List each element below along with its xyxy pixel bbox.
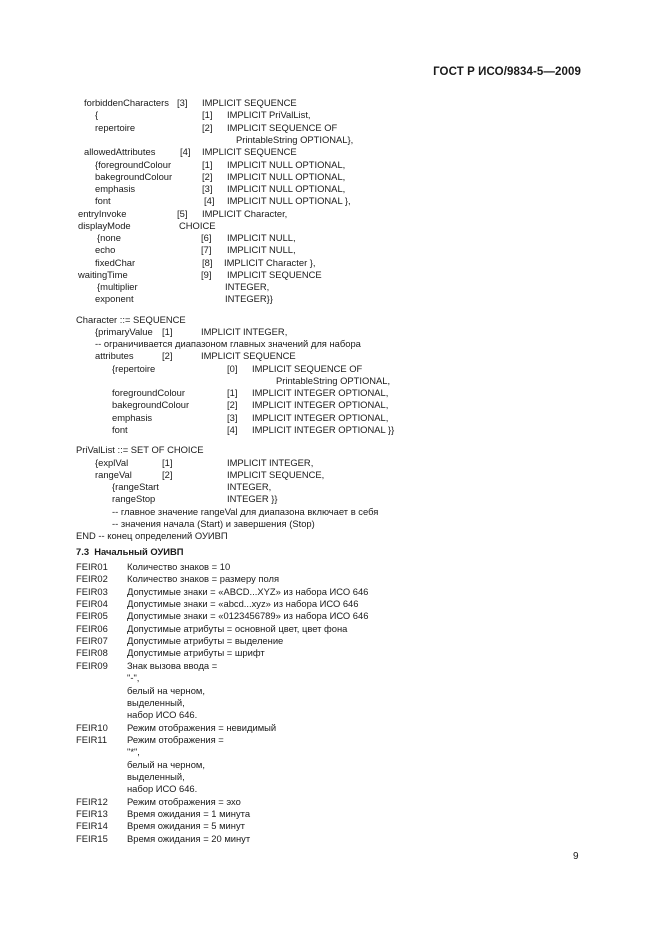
feir-code: FEIR14 bbox=[76, 820, 108, 831]
field-name: emphasis bbox=[112, 412, 153, 423]
field-name: font bbox=[95, 195, 111, 206]
feir-text: "-", bbox=[127, 672, 140, 683]
field-name: forbiddenCharacters bbox=[84, 97, 169, 108]
feir-text: Допустимые атрибуты = основной цвет, цвет фона bbox=[127, 623, 348, 634]
field-tag: [0] bbox=[227, 363, 238, 374]
field-tag: [1] bbox=[202, 109, 213, 120]
feir-text: Допустимые знаки = «abcd...xyz» из набора ИСО 646 bbox=[127, 598, 359, 609]
feir-text: Допустимые знаки = «0123456789» из набора ИСО 646 bbox=[127, 610, 369, 621]
section-title: 7.3 Начальный ОУИВП bbox=[76, 546, 184, 557]
feir-text: Время ожидания = 5 минут bbox=[127, 820, 245, 831]
field-tag: [7] bbox=[201, 244, 212, 255]
feir-text: Допустимые знаки = «ABCD...XYZ» из набора ИСО 646 bbox=[127, 586, 369, 597]
field-spec: IMPLICIT INTEGER, bbox=[227, 457, 314, 468]
field-spec: IMPLICIT Character, bbox=[202, 208, 288, 219]
feir-text: Время ожидания = 1 минута bbox=[127, 808, 251, 819]
field-spec: IMPLICIT INTEGER, bbox=[201, 326, 288, 337]
feir-code: FEIR04 bbox=[76, 598, 108, 609]
field-spec: CHOICE bbox=[179, 220, 216, 231]
feir-text: выделенный, bbox=[127, 697, 185, 708]
field-tag: [9] bbox=[201, 269, 212, 280]
feir-code: FEIR08 bbox=[76, 647, 108, 658]
feir-text: "*", bbox=[127, 746, 140, 757]
field-spec: IMPLICIT NULL OPTIONAL }, bbox=[227, 195, 351, 206]
field-spec: IMPLICIT NULL OPTIONAL, bbox=[227, 171, 346, 182]
feir-code: FEIR11 bbox=[76, 734, 108, 745]
feir-text: Допустимые атрибуты = шрифт bbox=[127, 647, 265, 658]
field-tag: [3] bbox=[227, 412, 238, 423]
field-spec: INTEGER, bbox=[227, 481, 272, 492]
field-name: allowedAttributes bbox=[84, 146, 156, 157]
feir-code: FEIR09 bbox=[76, 660, 108, 671]
field-name: attributes bbox=[95, 350, 134, 361]
feir-code: FEIR12 bbox=[76, 796, 108, 807]
field-spec: INTEGER, bbox=[225, 281, 270, 292]
feir-text: набор ИСО 646. bbox=[127, 709, 198, 720]
field-name: emphasis bbox=[95, 183, 136, 194]
feir-text: Знак вызова ввода = bbox=[127, 660, 218, 671]
field-tag: [5] bbox=[177, 208, 188, 219]
feir-code: FEIR06 bbox=[76, 623, 108, 634]
field-tag: [1] bbox=[162, 457, 173, 468]
field-name: fixedChar bbox=[95, 257, 136, 268]
field-spec: IMPLICIT NULL OPTIONAL, bbox=[227, 183, 346, 194]
field-spec: IMPLICIT SEQUENCE bbox=[202, 97, 297, 108]
field-name: {multiplier bbox=[97, 281, 138, 292]
field-spec: IMPLICIT SEQUENCE bbox=[227, 269, 322, 280]
field-name: {explVal bbox=[95, 457, 129, 468]
field-name: {repertoire bbox=[112, 363, 156, 374]
field-name: rangeVal bbox=[95, 469, 132, 480]
field-tag: [2] bbox=[202, 171, 213, 182]
field-name: {rangeStart bbox=[112, 481, 159, 492]
field-spec: IMPLICIT INTEGER OPTIONAL, bbox=[252, 387, 389, 398]
field-name: {none bbox=[97, 232, 121, 243]
comment: -- ограничивается диапазоном главных значений для набора bbox=[95, 338, 361, 349]
comment: -- значения начала (Start) и завершения (Stop) bbox=[112, 518, 315, 529]
field-tag: [4] bbox=[204, 195, 215, 206]
field-spec: IMPLICIT SEQUENCE, bbox=[227, 469, 325, 480]
field-name: font bbox=[112, 424, 128, 435]
field-name: displayMode bbox=[78, 220, 131, 231]
field-name: exponent bbox=[95, 293, 134, 304]
field-name: {primaryValue bbox=[95, 326, 153, 337]
field-name: foregroundColour bbox=[112, 387, 185, 398]
type-definition: PriValList ::= SET OF CHOICE bbox=[76, 444, 204, 455]
field-tag: [1] bbox=[162, 326, 173, 337]
feir-text: Режим отображения = невидимый bbox=[127, 722, 277, 733]
field-spec: INTEGER }} bbox=[227, 493, 278, 504]
field-tag: [3] bbox=[202, 183, 213, 194]
feir-text: белый на черном, bbox=[127, 685, 205, 696]
field-spec-cont: PrintableString OPTIONAL, bbox=[276, 375, 391, 386]
feir-code: FEIR02 bbox=[76, 573, 108, 584]
field-spec: IMPLICIT INTEGER OPTIONAL }} bbox=[252, 424, 395, 435]
field-tag: [8] bbox=[202, 257, 213, 268]
field-name: bakegroundColour bbox=[112, 399, 190, 410]
feir-text: Количество знаков = размеру поля bbox=[127, 573, 280, 584]
field-tag: [4] bbox=[227, 424, 238, 435]
field-spec: IMPLICIT SEQUENCE OF bbox=[227, 122, 338, 133]
feir-text: Время ожидания = 20 минут bbox=[127, 833, 251, 844]
field-name: entryInvoke bbox=[78, 208, 127, 219]
page-number: 9 bbox=[573, 851, 579, 862]
field-spec: IMPLICIT NULL, bbox=[227, 232, 296, 243]
field-spec: INTEGER}} bbox=[225, 293, 273, 304]
field-spec: IMPLICIT NULL OPTIONAL, bbox=[227, 159, 346, 170]
field-name: echo bbox=[95, 244, 116, 255]
type-definition: Character ::= SEQUENCE bbox=[76, 314, 186, 325]
field-tag: [3] bbox=[177, 97, 188, 108]
comment: -- главное значение rangeVal для диапазона включает в себя bbox=[112, 506, 379, 517]
field-tag: [6] bbox=[201, 232, 212, 243]
field-name: repertoire bbox=[95, 122, 136, 133]
feir-text: белый на черном, bbox=[127, 759, 205, 770]
field-spec: IMPLICIT INTEGER OPTIONAL, bbox=[252, 399, 389, 410]
field-spec: IMPLICIT INTEGER OPTIONAL, bbox=[252, 412, 389, 423]
feir-code: FEIR13 bbox=[76, 808, 108, 819]
field-tag: [4] bbox=[180, 146, 191, 157]
field-tag: [1] bbox=[227, 387, 238, 398]
open-brace: { bbox=[95, 109, 99, 120]
feir-code: FEIR03 bbox=[76, 586, 108, 597]
feir-text: набор ИСО 646. bbox=[127, 783, 198, 794]
field-tag: [2] bbox=[162, 469, 173, 480]
field-spec: IMPLICIT SEQUENCE bbox=[201, 350, 296, 361]
feir-text: Допустимые атрибуты = выделение bbox=[127, 635, 284, 646]
document-header: ГОСТ Р ИСО/9834-5—2009 bbox=[433, 66, 581, 78]
field-tag: [2] bbox=[162, 350, 173, 361]
feir-text: Количество знаков = 10 bbox=[127, 561, 231, 572]
field-tag: [2] bbox=[202, 122, 213, 133]
feir-text: Режим отображения = bbox=[127, 734, 224, 745]
feir-text: выделенный, bbox=[127, 771, 185, 782]
field-name: {foregroundColour bbox=[95, 159, 172, 170]
feir-code: FEIR01 bbox=[76, 561, 108, 572]
field-spec: IMPLICIT PriValList, bbox=[227, 109, 311, 120]
feir-code: FEIR10 bbox=[76, 722, 108, 733]
field-spec-cont: PrintableString OPTIONAL}, bbox=[236, 134, 354, 145]
feir-code: FEIR07 bbox=[76, 635, 108, 646]
field-spec: IMPLICIT Character }, bbox=[224, 257, 316, 268]
end-line: END -- конец определений ОУИВП bbox=[76, 530, 228, 541]
feir-code: FEIR15 bbox=[76, 833, 108, 844]
field-spec: IMPLICIT SEQUENCE OF bbox=[252, 363, 363, 374]
field-name: rangeStop bbox=[112, 493, 156, 504]
feir-code: FEIR05 bbox=[76, 610, 108, 621]
field-spec: IMPLICIT SEQUENCE bbox=[202, 146, 297, 157]
field-spec: IMPLICIT NULL, bbox=[227, 244, 296, 255]
field-name: bakegroundColour bbox=[95, 171, 173, 182]
field-tag: [1] bbox=[202, 159, 213, 170]
field-tag: [2] bbox=[227, 399, 238, 410]
field-name: waitingTime bbox=[78, 269, 128, 280]
feir-text: Режим отображения = эхо bbox=[127, 796, 241, 807]
